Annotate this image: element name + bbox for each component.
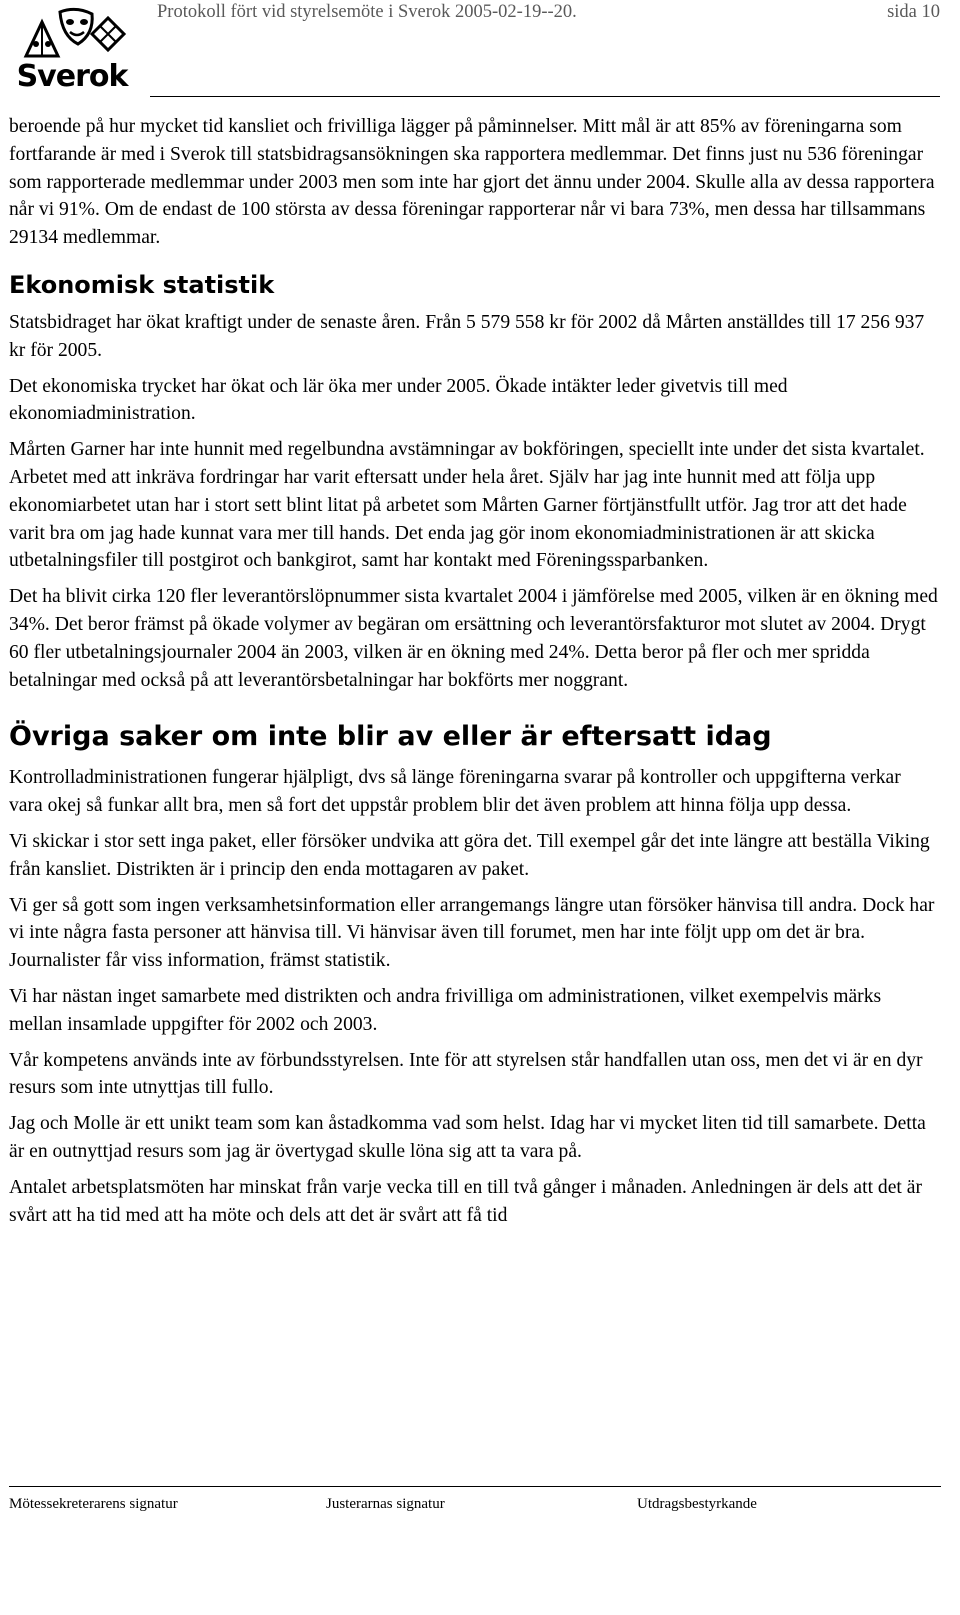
document-body [9, 113, 939, 1237]
paragraph: Antalet arbetsplatsmöten har minskat från varje vecka till en till två gånger i månaden. Anledningen är dels att det är svårt att ha tid med att ha möte och dels att det är svårt att få tid [9, 1176, 922, 1226]
logo-wordmark: Sverok [16, 59, 128, 94]
paragraph: Vi skickar i stor sett inga paket, eller försöker undvika att göra det. Till exempel går det inte längre att beställa Viking från kansliet. Distrikten är i princip den enda mottagaren av paket. [9, 830, 930, 880]
secretary-signature-label: Mötessekreterarens signatur [9, 1496, 178, 1512]
paragraph: Vi har nästan inget samarbete med distrikten och andra frivilliga om administrationen, vilket exempelvis märks mellan insamlade uppgifter för 2002 och 2003. [9, 985, 882, 1035]
paragraph: Det ekonomiska trycket har ökat och lär öka mer under 2005. Ökade intäkter leder givetvis till med ekonomiadministration. [9, 375, 788, 425]
paragraph: Jag och Molle är ett unikt team som kan åstadkomma vad som helst. Idag har vi mycket liten tid till samarbete. Detta är en outnyttjad resurs som jag är övertygad skulle löna sig att ta vara på. [9, 1113, 926, 1162]
paragraph: Det ha blivit cirka 120 fler leverantörslöpnummer sista kvartalet 2004 i jämförelse med 2005, vilken är en ökning med 34%. Det beror främst på ökade volymer av begäran om ersättning och leverantörsfakturor mot slutet av 2004. Drygt 60 fler utbetalningsjournaler 2004 än 2003, vilken är en ökning med 24%. Detta beror på fler och mer spridda betalningar med också på att leverantörsbetalningar har bokförts mer noggrant. [9, 586, 938, 691]
paragraph: Kontrolladministrationen fungerar hjälpligt, dvs så länge föreningarna svarar på kontroller och uppgifterna verkar vara okej så funkar allt bra, men så fort det uppstår problem blir det även problem att hinna följa upp dessa. [9, 767, 901, 817]
header-divider [150, 96, 940, 97]
paragraph: beroende på hur mycket tid kansliet och frivilliga lägger på påminnelser. Mitt mål är att 85% av föreningarna som fortfarande är med i Sverok till statsbidragsansökningen ska rapportera medlemmar. Det finns just nu 536 föreningar som rapporterade medlemmar under 2003 men som inte har gjort det ännu under 2004. Skulle alla av dessa rapportera når vi 91%. Om de endast de 100 största av dessa föreningar rapporterar når vi bara 73%, men dessa har tillsammans 29134 medlemmar. [9, 116, 935, 249]
adjusters-signature-label: Justerarnas signatur [326, 1496, 445, 1512]
page-header [0, 0, 960, 100]
signature-footer [0, 1486, 960, 1526]
sverok-logo [8, 4, 136, 96]
paragraph: Statsbidraget har ökat kraftigt under de senaste åren. Från 5 579 558 kr för 2002 då Mårten anställdes till 17 256 937 kr för 2005. [9, 311, 925, 361]
section-heading-ovriga-saker: Övriga saker om inte blir av eller är eftersatt idag [9, 721, 772, 753]
paragraph: Vi ger så gott som ingen verksamhetsinformation eller arrangemangs längre utan försöker hänvisa till andra. Dock har vi inte några fasta personer att hänvisa till. Vi hänvisar även till forumet, men har inte följt upp om det är bra. Journalister får viss information, främst statistik. [9, 894, 935, 972]
document-title: Protokoll fört vid styrelsemöte i Sverok 2005-02-19--20. [157, 2, 577, 22]
footer-divider [9, 1486, 941, 1487]
page-number: sida 10 [887, 2, 940, 22]
section-heading-ekonomisk-statistik: Ekonomisk statistik [9, 270, 275, 299]
paragraph: Mårten Garner har inte hunnit med regelbundna avstämningar av bokföringen, speciellt inte under det sista kvartalet. Arbetet med att inkräva fordringar har varit eftersatt under hela året. Själv har jag inte hunnit med att följa upp ekonomiarbetet utan har i stort sett blint litat på arbetet som Mårten Garner förtjänstfullt utför. Jag tror att det hade varit bra om jag hade kunnat vara mer till hands. Det enda jag gör inom ekonomiadministrationen är att skicka utbetalningsfiler till postgirot och bankgirot, samt har kontakt med Föreningssparbanken. [9, 439, 925, 572]
certification-label: Utdragsbestyrkande [637, 1496, 757, 1512]
paragraph: Vår kompetens används inte av förbundsstyrelsen. Inte för att styrelsen står handfallen utan oss, men det vi är en dyr resurs som inte utnyttjas till fullo. [9, 1049, 923, 1099]
theater-masks-icon [8, 4, 136, 64]
